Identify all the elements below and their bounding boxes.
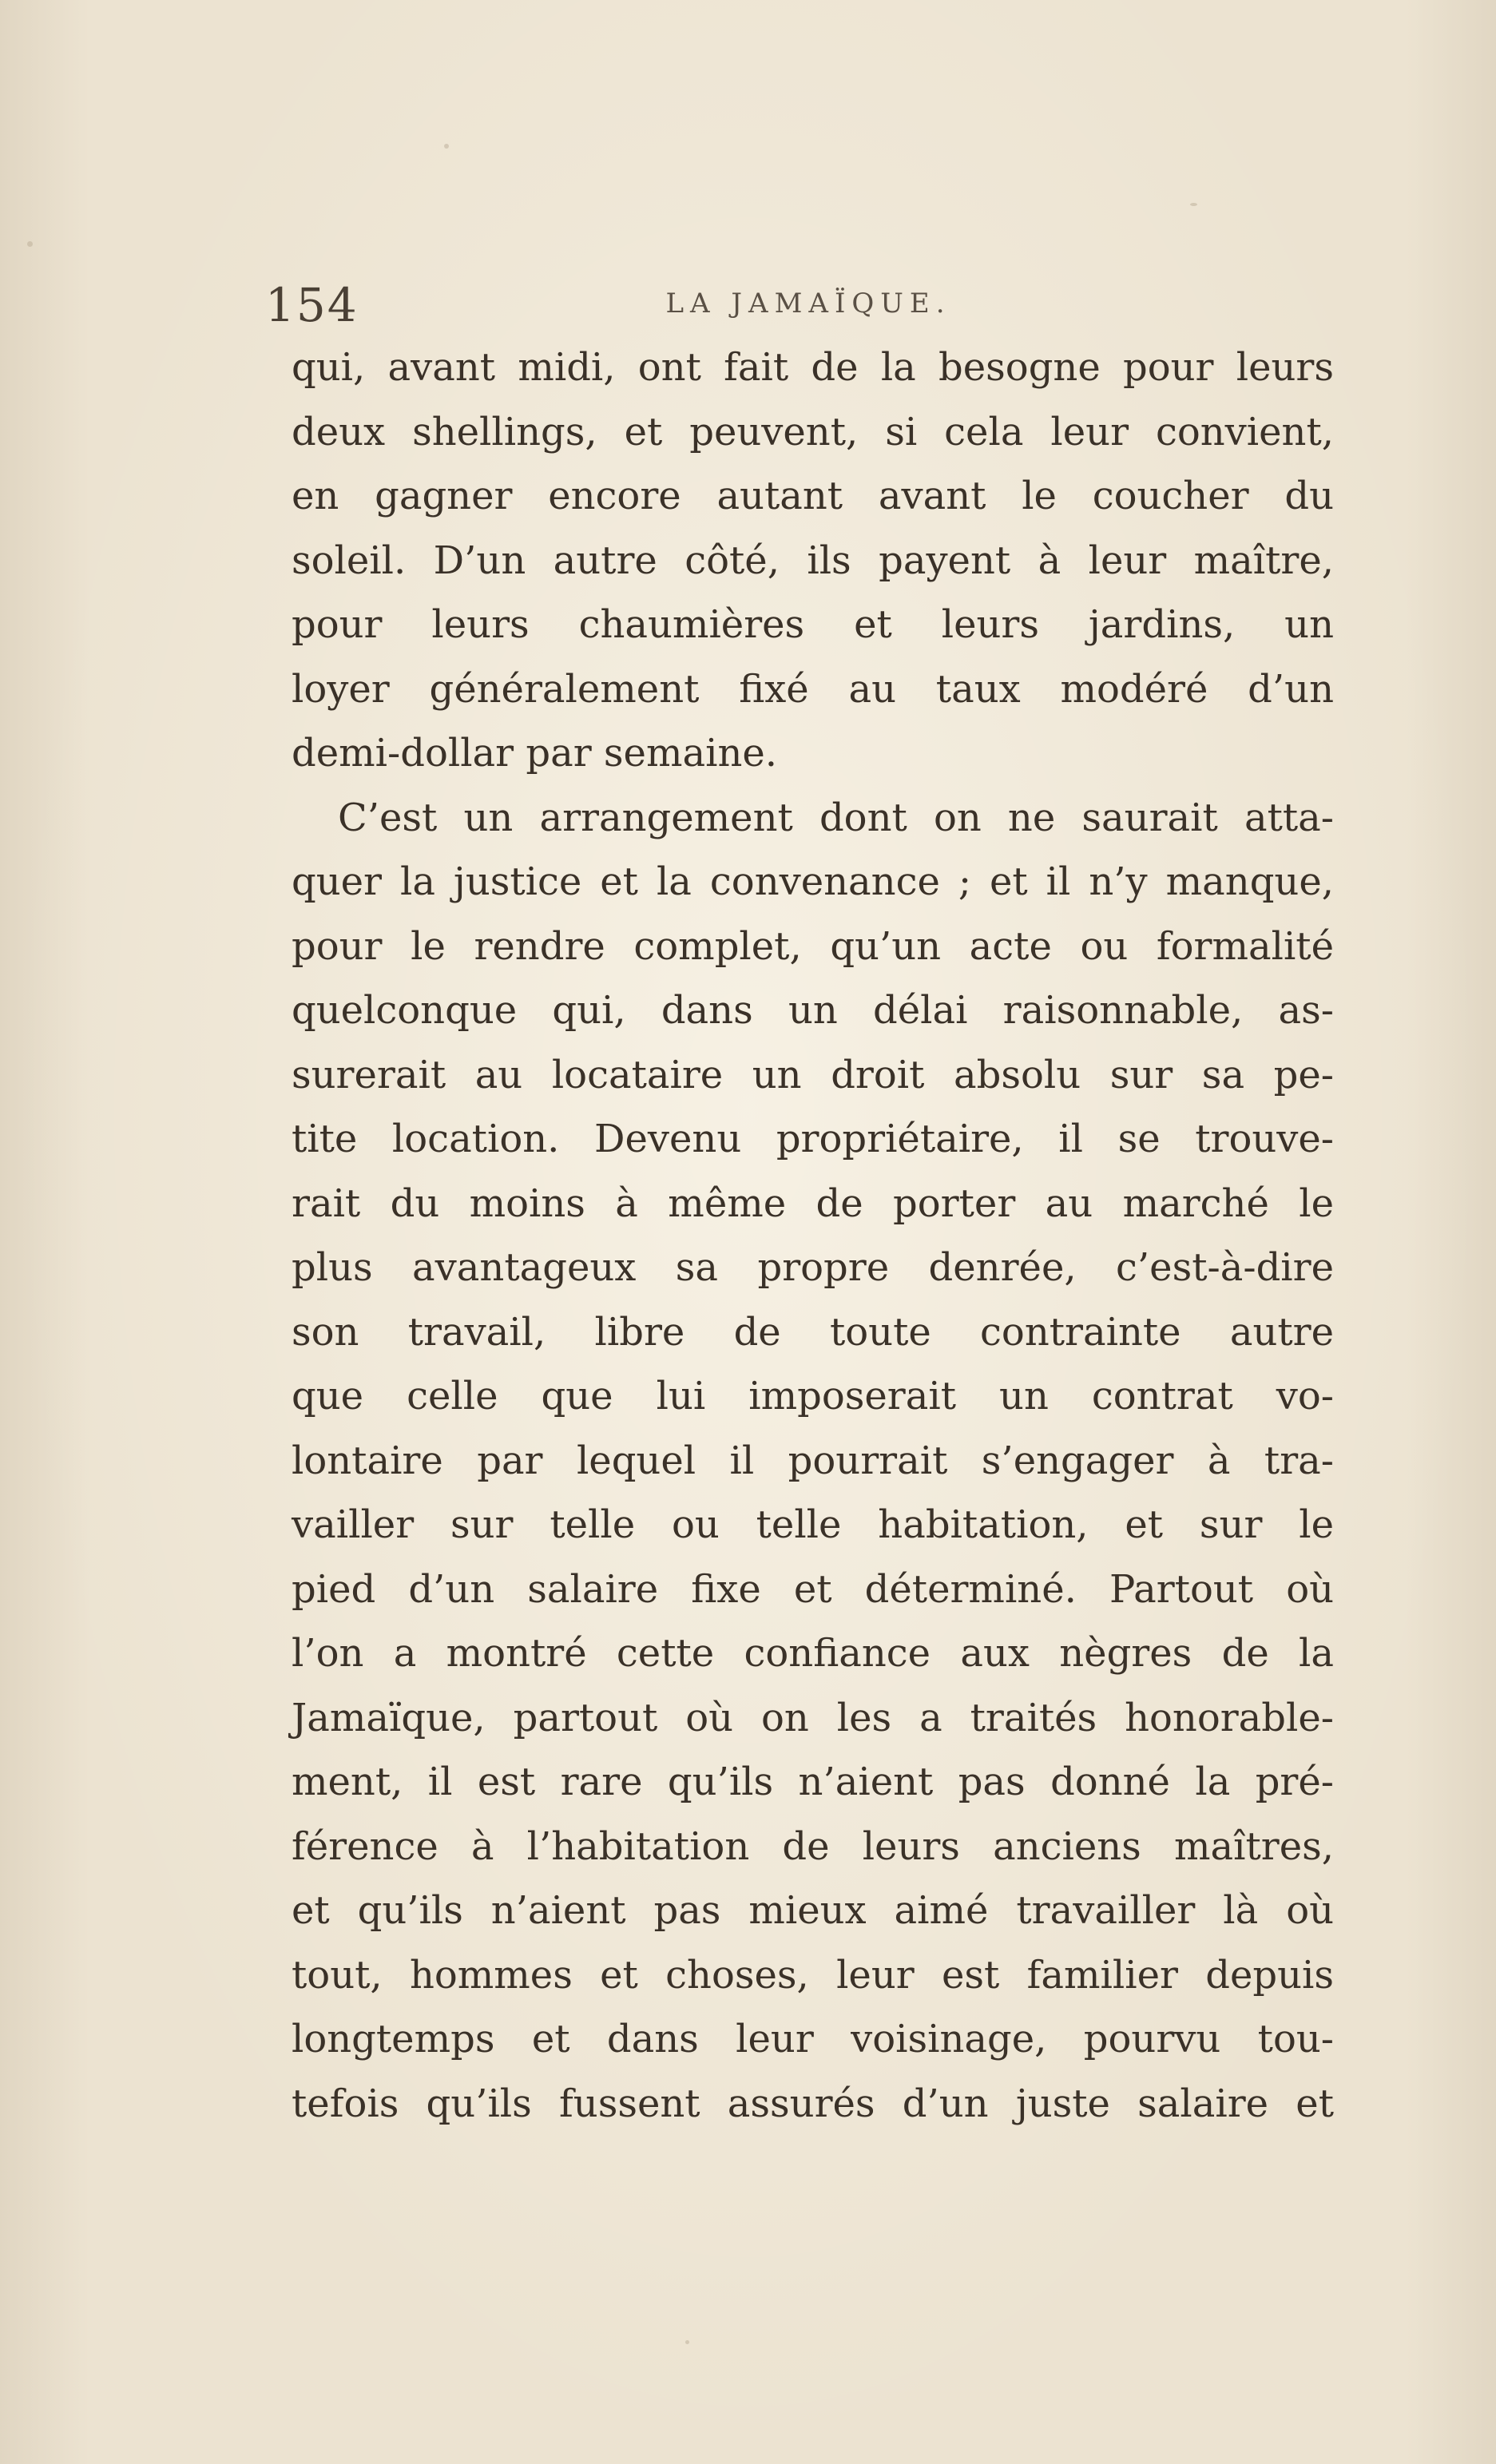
text-line: surerait au locataire un droit absolu sur sa pe- <box>292 1052 1334 1097</box>
text-line: Jamaïque, partout où on les a traités honorable- <box>292 1695 1334 1740</box>
text-line: loyer généralement fixé au taux modéré d’un <box>292 666 1334 712</box>
text-line: demi-dollar par semaine. <box>292 731 778 776</box>
text-line: lontaire par lequel il pourrait s’engager à tra- <box>292 1438 1334 1483</box>
paper-speck <box>444 144 449 149</box>
text-line: plus avantageux sa propre denrée, c’est-à-dire <box>292 1245 1334 1290</box>
text-line: soleil. D’un autre côté, ils payent à leur maître, <box>292 538 1334 583</box>
running-head <box>265 278 1351 334</box>
text-line: quelconque qui, dans un délai raisonnable, as- <box>292 988 1334 1033</box>
text-line: C’est un arrangement dont on ne saurait atta- <box>338 795 1334 840</box>
text-line: pour le rendre complet, qu’un acte ou formalité <box>292 923 1334 969</box>
text-line: en gagner encore autant avant le coucher du <box>292 474 1334 518</box>
text-line: tite location. Devenu propriétaire, il se trouve- <box>292 1117 1334 1161</box>
page-number: 154 <box>265 278 359 332</box>
text-line: son travail, libre de toute contrainte autre <box>292 1309 1334 1355</box>
running-title: LA JAMAÏQUE. <box>665 288 951 319</box>
text-line: pour leurs chaumières et leurs jardins, un <box>292 602 1334 647</box>
body-text <box>292 335 1334 2136</box>
text-line: pied d’un salaire fixe et déterminé. Partout où <box>292 1566 1334 1612</box>
paper-speck <box>685 2340 689 2344</box>
paper-speck <box>27 241 33 247</box>
text-line: que celle que lui imposerait un contrat vo- <box>292 1374 1334 1418</box>
text-line: et qu’ils n’aient pas mieux aimé travailler là où <box>292 1888 1334 1933</box>
paper-speck <box>1190 203 1197 206</box>
text-line: férence à l’habitation de leurs anciens maîtres, <box>292 1823 1334 1869</box>
text-line: tout, hommes et choses, leur est familier depuis <box>292 1952 1334 1998</box>
text-line: longtemps et dans leur voisinage, pourvu tou- <box>292 2017 1334 2061</box>
text-line: rait du moins à même de porter au marché le <box>292 1180 1334 1226</box>
text-line: tefois qu’ils fussent assurés d’un juste salaire et <box>292 2081 1334 2126</box>
text-line: vailler sur telle ou telle habitation, et sur le <box>292 1502 1334 1547</box>
text-line: quer la justice et la convenance ; et il n’y manque, <box>292 859 1334 904</box>
text-line: qui, avant midi, ont fait de la besogne pour leurs <box>292 345 1334 390</box>
text-line: deux shellings, et peuvent, si cela leur convient, <box>292 409 1334 454</box>
text-line: l’on a montré cette confiance aux nègres de la <box>292 1631 1334 1676</box>
text-line: ment, il est rare qu’ils n’aient pas donné la pré- <box>292 1760 1334 1804</box>
